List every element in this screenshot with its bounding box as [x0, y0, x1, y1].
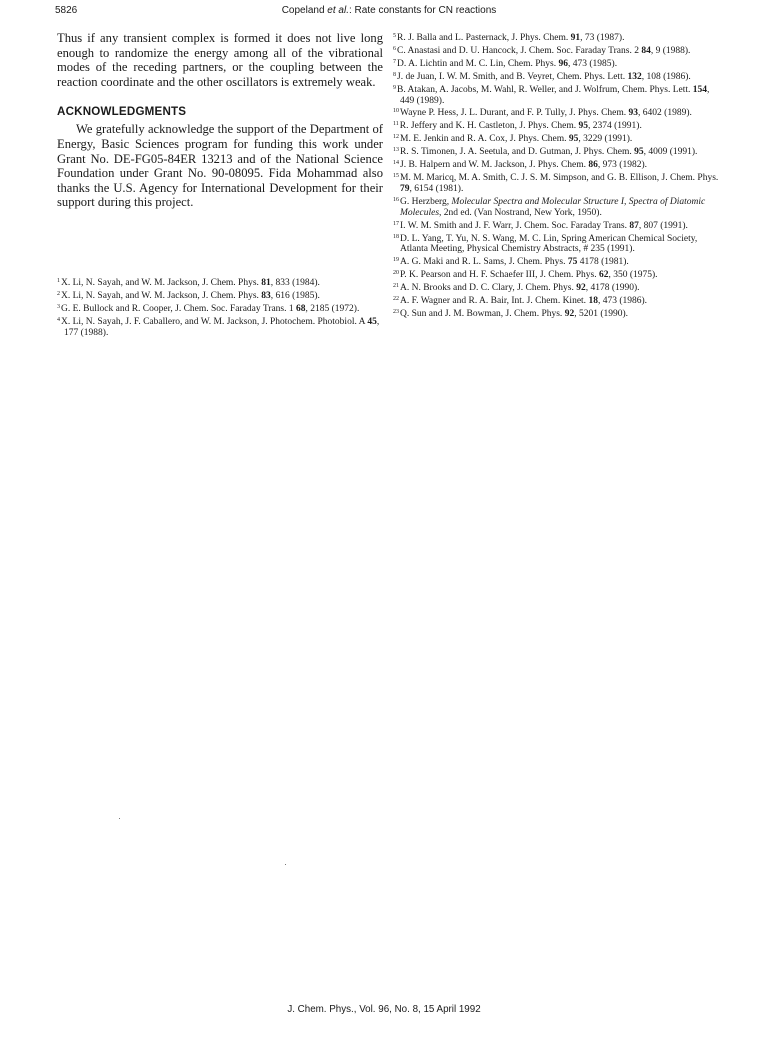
reference-text: R. J. Balla and L. Pasternack, J. Phys. Chem.	[397, 33, 571, 43]
reference-text: , 6154 (1981).	[409, 183, 464, 194]
reference-text: M. M. Maricq, M. A. Smith, C. J. S. M. Simpson, and G. B. Ellison, J. Chem. Phys.	[400, 172, 719, 183]
reference-text: A. N. Brooks and D. C. Clary, J. Chem. Phys.	[400, 283, 577, 294]
reference-item	[393, 83, 723, 107]
reference-text: , 616 (1985).	[270, 290, 320, 301]
reference-text: 4178 (1981).	[577, 257, 629, 268]
reference-number: 3	[57, 303, 60, 310]
reference-volume: 79	[400, 183, 410, 194]
reference-number: 23	[393, 308, 399, 315]
reference-volume: 95	[578, 121, 589, 132]
reference-volume: 92	[576, 283, 586, 294]
reference-text: , 833 (1984).	[270, 277, 320, 288]
reference-text: , 9 (1988).	[650, 45, 691, 56]
running-title: Copeland et al.: Rate constants for CN reactions	[281, 5, 497, 16]
reference-number: 18	[393, 233, 399, 240]
journal-citation-footer: J. Chem. Phys., Vol. 96, No. 8, 15 April 1992	[287, 1004, 481, 1015]
reference-volume: 86	[588, 160, 598, 171]
reference-text: , 108 (1986).	[641, 71, 691, 82]
reference-list-right	[393, 31, 723, 320]
reference-volume: 91	[570, 33, 581, 43]
reference-text: M. E. Jenkin and R. A. Cox, J. Phys. Chem.	[400, 134, 569, 145]
reference-text: , 2nd ed. (Van Nostrand, New York, 1950).	[439, 207, 602, 218]
reference-title: Molecular Spectra and Molecular Structure I, Spectra of Diatomic Molecules	[400, 196, 706, 218]
reference-text: , 2185 (1972).	[305, 303, 360, 314]
scan-speck	[119, 818, 120, 819]
reference-text: , 973 (1982).	[597, 160, 647, 171]
reference-number: 17	[393, 220, 399, 227]
reference-text: , 3229 (1991).	[578, 134, 633, 145]
page-header	[55, 5, 723, 19]
reference-list-left	[57, 276, 383, 339]
reference-text: X. Li, N. Sayah, and W. M. Jackson, J. Chem. Phys.	[61, 290, 262, 301]
reference-text: Q. Sun and J. M. Bowman, J. Chem. Phys.	[400, 308, 565, 319]
reference-number: 5	[393, 33, 396, 39]
reference-item	[393, 195, 723, 219]
reference-item	[393, 70, 723, 83]
reference-volume: 95	[568, 134, 579, 145]
reference-item	[57, 289, 383, 302]
reference-number: 15	[393, 172, 399, 179]
reference-item	[393, 31, 723, 44]
reference-volume: 93	[628, 108, 639, 119]
reference-volume: 75	[567, 257, 578, 268]
reference-text: D. L. Yang, T. Yu, N. S. Wang, M. C. Lin, Spring American Chemical Society, Atlanta Meeting, Physical Chemistry Abstracts, # 235 (1991).	[400, 233, 698, 255]
reference-item	[393, 268, 723, 281]
reference-volume: 83	[261, 290, 271, 301]
page-number: 5826	[55, 5, 78, 16]
reference-volume: 87	[629, 220, 639, 231]
reference-text: Wayne P. Hess, J. L. Durant, and F. P. Tully, J. Phys. Chem.	[400, 108, 629, 119]
left-column	[57, 31, 383, 338]
reference-number: 4	[57, 316, 60, 323]
reference-text: X. Li, N. Sayah, and W. M. Jackson, J. Chem. Phys.	[61, 277, 262, 288]
reference-text: , 807 (1991).	[638, 220, 688, 231]
reference-text: G. Herzberg,	[400, 196, 452, 207]
reference-item	[393, 219, 723, 232]
reference-item	[57, 315, 383, 339]
reference-number: 10	[393, 108, 399, 115]
reference-number: 14	[393, 160, 399, 167]
reference-text: X. Li, N. Sayah, J. F. Caballero, and W. M. Jackson, J. Photochem. Photobiol. A	[61, 316, 368, 327]
reference-text: R. S. Timonen, J. A. Seetula, and D. Gutman, J. Phys. Chem.	[400, 147, 635, 158]
reference-text: B. Atakan, A. Jacobs, M. Wahl, R. Weller, and J. Wolfrum, Chem. Phys. Lett.	[397, 84, 693, 95]
reference-number: 7	[393, 58, 396, 65]
reference-number: 16	[393, 196, 399, 203]
reference-number: 19	[393, 257, 399, 264]
reference-volume: 132	[627, 71, 642, 82]
reference-text: G. E. Bullock and R. Cooper, J. Chem. Soc. Faraday Trans. 1	[61, 303, 296, 314]
reference-text: , 4009 (1991).	[643, 147, 698, 158]
reference-volume: 84	[641, 45, 651, 56]
reference-item	[393, 132, 723, 145]
reference-text: R. Jeffery and K. H. Castleton, J. Phys. Chem.	[399, 121, 579, 132]
reference-text: J. de Juan, I. W. M. Smith, and B. Veyret, Chem. Phys. Lett.	[397, 71, 628, 82]
reference-number: 1	[57, 277, 60, 284]
reference-text: , 473 (1986).	[597, 296, 648, 307]
reference-item	[57, 276, 383, 289]
reference-volume: 68	[296, 303, 306, 314]
reference-text: , 2374 (1991).	[588, 121, 642, 132]
reference-item	[393, 44, 723, 57]
reference-text: A. F. Wagner and R. A. Bair, Int. J. Chem. Kinet.	[400, 296, 589, 307]
reference-volume: 81	[261, 277, 271, 288]
scan-speck	[285, 864, 286, 865]
reference-number: 9	[393, 84, 396, 91]
reference-number: 12	[393, 134, 399, 141]
reference-item	[393, 171, 723, 195]
reference-volume: 154	[692, 84, 708, 95]
acknowledgments-heading: ACKNOWLEDGMENTS	[57, 105, 187, 119]
reference-item	[393, 232, 723, 256]
reference-number: 21	[393, 283, 399, 290]
reference-text: , 6402 (1989).	[638, 108, 692, 119]
reference-text: D. A. Lichtin and M. C. Lin, Chem. Phys.	[397, 58, 559, 69]
reference-text: , 177 (1988).	[64, 316, 380, 338]
reference-text: , 5201 (1990).	[574, 308, 629, 319]
reference-volume: 18	[588, 296, 598, 307]
reference-text: , 350 (1975).	[608, 270, 658, 281]
reference-item	[393, 57, 723, 70]
reference-text: , 449 (1989).	[400, 84, 710, 106]
reference-item	[393, 281, 723, 294]
reference-number: 22	[393, 296, 399, 303]
reference-number: 11	[393, 121, 399, 128]
reference-volume: 92	[564, 308, 575, 319]
reference-item	[393, 294, 723, 307]
right-column	[393, 31, 723, 320]
reference-item	[393, 119, 723, 132]
reference-text: P. K. Pearson and H. F. Schaefer III, J. Chem. Phys.	[400, 270, 599, 281]
reference-number: 13	[393, 147, 399, 154]
reference-number: 8	[393, 71, 396, 78]
reference-text: A. G. Maki and R. L. Sams, J. Chem. Phys.	[400, 257, 568, 268]
reference-volume: 95	[634, 147, 644, 158]
reference-number: 2	[57, 290, 60, 297]
reference-number: 20	[393, 270, 399, 277]
reference-volume: 45	[367, 316, 377, 327]
reference-item	[393, 106, 723, 119]
reference-text: , 4178 (1990).	[585, 283, 640, 294]
reference-item	[393, 158, 723, 171]
reference-item	[393, 307, 723, 320]
reference-volume: 62	[598, 270, 609, 281]
reference-volume: 96	[558, 58, 568, 69]
reference-text: C. Anastasi and D. U. Hancock, J. Chem. Soc. Faraday Trans. 2	[397, 45, 642, 56]
reference-text: , 73 (1987).	[580, 33, 625, 43]
reference-item	[57, 302, 383, 315]
reference-text: I. W. M. Smith and J. F. Warr, J. Chem. Soc. Faraday Trans.	[400, 220, 630, 231]
reference-text: J. B. Halpern and W. M. Jackson, J. Phys. Chem.	[400, 160, 589, 171]
reference-text: , 473 (1985).	[568, 58, 618, 69]
conclusion-paragraph: Thus if any transient complex is formed it does not live long enough to randomize the energy among all of the vibrational modes of the receding partners, or the coupling between the reaction coordinate and the other oscillators is extremely weak.	[57, 31, 383, 89]
reference-number: 6	[393, 45, 396, 52]
reference-item	[393, 255, 723, 268]
acknowledgments-paragraph: We gratefully acknowledge the support of the Department of Energy, Basic Sciences program for funding this work under Grant No. DE-FG05-84ER 13213 and of the National Science Foundation under Grant No. 90-08095. Fida Mohammad also thanks the U.S. Agency for International Development for their support during this project.	[57, 122, 383, 210]
reference-item	[393, 145, 723, 158]
